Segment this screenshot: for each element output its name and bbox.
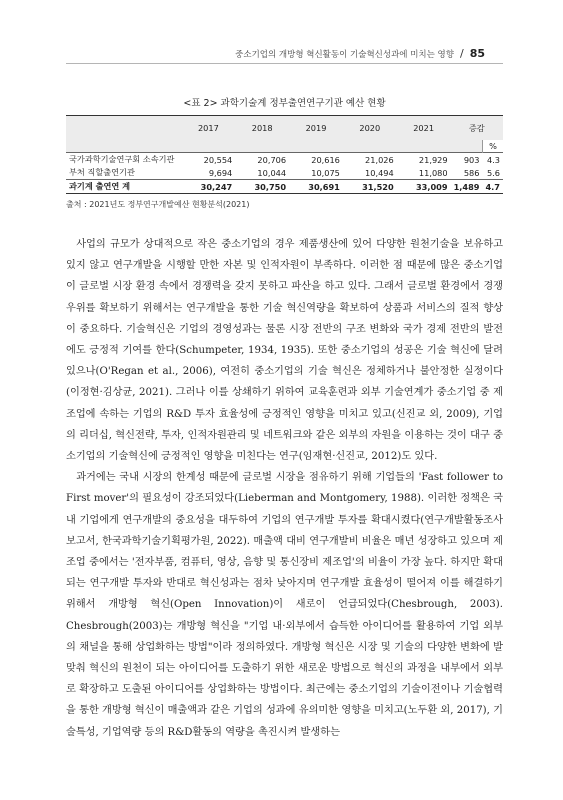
body-paragraph: 사업의 규모가 상대적으로 작은 중소기업의 경우 제품생산에 있어 다양한 원천기술을 보유하고 있지 않고 연구개발을 시행할 만한 자본 및 인적자원이 부족하다. 이러한 점 때문에 많은 중소기업이 글로벌 시장 환경 속에서 경쟁력을 갖지 못하고 파산을 하고 있다. 그래서 글로벌 환경에서 경쟁우위를 확보하기 위해서는 연구개발을 통한 기술 혁신역량을 확보하여 상품과 서비스의 질적 향상이 중요하다. 기술혁신은 기업의 경영성과는 물론 시장 전반의 구조 변화와 국가 경제 전반의 발전에도 긍정적 기여를 한다(Schumpeter, 1934, 1935). 또한 중소기업의 성공은 기술 혁신에 달려 있으나(O'Regan et al., 2006), 여전히 중소기업의 기술 혁신은 정체하거나 불안정한 실정이다(이정현·김상균, 2021). 그러나 이를 상쇄하기 위하여 교육훈련과 외부 기술연계가 중소기업 중 제조업에 속하는 기업의 R&D 투자 효율성에 긍정적인 영향을 미치고 있고(신진교 외, 2009), 기업의 리더십, 혁신전략, 투자, 인적자원관리 및 네트워크와 같은 외부의 자원을 이용하는 것이 대구 중소기업의 기술혁신에 긍정적인 영향을 미친다는 연구(임재현·신진교, 2012)도 있다.: [66, 239, 503, 463]
row-label: 과기계 출연연 계: [69, 181, 131, 191]
row-label: 국가과학기술연구회 소속기관: [69, 154, 175, 164]
table-source-note: 출처 : 2021년도 정부연구개발예산 현황분석(2021): [66, 200, 250, 209]
subheader-blank: [451, 140, 483, 153]
table-cell: 20,554: [203, 154, 233, 165]
running-title: 중소기업의 개방형 혁신활동이 기술혁신성과에 미치는 영향: [235, 49, 454, 60]
subheader-blank: [343, 140, 397, 153]
subheader-blank: [181, 140, 235, 153]
subheader-percent: %: [482, 140, 503, 153]
table-cell: 30,750: [254, 181, 287, 192]
table-row: [66, 153, 503, 167]
table-cell: 1,489: [453, 181, 480, 192]
budget-table: [66, 115, 503, 194]
column-header: 2019: [289, 116, 343, 141]
table-cell: 33,009: [415, 181, 448, 192]
subheader-blank: [289, 140, 343, 153]
column-header-change: 증감: [451, 116, 503, 141]
header-separator: /: [459, 47, 464, 60]
running-header: [235, 47, 485, 60]
table-cell: 21,026: [365, 154, 394, 165]
page-number: 85: [469, 47, 485, 60]
table-total-row: [66, 180, 503, 194]
subheader-blank: [235, 140, 289, 153]
table-cell: 10,494: [365, 167, 394, 178]
table-cell: 11,080: [418, 167, 448, 178]
column-header: 2020: [343, 116, 397, 141]
table-cell: 31,520: [362, 181, 394, 192]
table-cell: 10,044: [257, 167, 287, 178]
table-cell: 4.3: [486, 154, 500, 165]
row-label: 부처 직할출연기관: [69, 167, 135, 177]
body-paragraph: 과거에는 국내 시장의 한계성 때문에 글로벌 시장을 점유하기 위해 기업들의 'Fast follower to First mover'의 필요성이 강조되었다(Lieberman and Montgomery, 1988). 이러한 정책은 국내 기업에게 연구개발의 중요성을 대두하여 기업의 연구개발 투자를 확대시켰다(연구개발활동조사보고서, 한국과학기술기획평가원, 2022). 매출액 대비 연구개발비 비율은 매년 성장하고 있으며 제조업 중에서는 '전자부품, 컴퓨터, 영상, 음향 및 통신장비 제조업'의 비율이 가장 높다. 하지만 확대되는 연구개발 투자와 반대로 혁신성과는 점차 낮아지며 연구개발 효율성이 떨어져 이를 해결하기 위해서 개방형 혁신(Open Innovation)이 새로이 언급되었다(Chesbrough, 2003). Chesbrough(2003)는 개방형 혁신을 "기업 내·외부에서 습득한 아이디어를 활용하여 기업 외부의 채널을 통해 상업화하는 방법"이라 정의하였다. 개방형 혁신은 시장 및 기술의 다양한 변화에 발맞춰 혁신의 원천이 되는 아이디어를 도출하기 위한 새로운 방법으로 혁신의 과정을 내부에서 외부로 확장하고 도출된 아이디어를 상업화하는 방법이다. 최근에는 중소기업의 기술이전이나 기술협력을 통한 개방형 혁신이 매출액과 같은 기업의 성과에 유의미한 영향을 미치고(노두환 외, 2017), 기술특성, 기업역량 등의 R&D활동의 역량을 촉진시켜 발생하는: [66, 472, 503, 738]
subheader-blank: [397, 140, 451, 153]
table-cell: 30,691: [308, 181, 340, 192]
table-cell: 5.6: [486, 167, 500, 178]
table-caption: <표 2> 과학기술계 정부출연연구기관 예산 현황: [183, 98, 386, 109]
column-header: 2018: [235, 116, 289, 141]
table-cell: 9,694: [208, 167, 233, 178]
table-cell: 20,616: [311, 154, 340, 165]
table-cell: 30,247: [200, 181, 233, 192]
table-cell: 903: [463, 154, 480, 165]
table-cell: 4.7: [485, 181, 500, 192]
column-header: 2021: [397, 116, 451, 141]
header-blank-cell: [66, 116, 181, 141]
table-header-row: [66, 116, 503, 141]
table-cell: 586: [463, 167, 480, 178]
table-cell: 21,929: [418, 154, 448, 165]
body-text: [66, 234, 503, 743]
table-cell: 20,706: [257, 154, 287, 165]
header-rule: [66, 63, 503, 64]
subheader-blank: [66, 140, 181, 153]
table-subheader-row: [66, 140, 503, 153]
table-cell: 10,075: [311, 167, 340, 178]
column-header: 2017: [181, 116, 235, 141]
table-row: [66, 166, 503, 180]
